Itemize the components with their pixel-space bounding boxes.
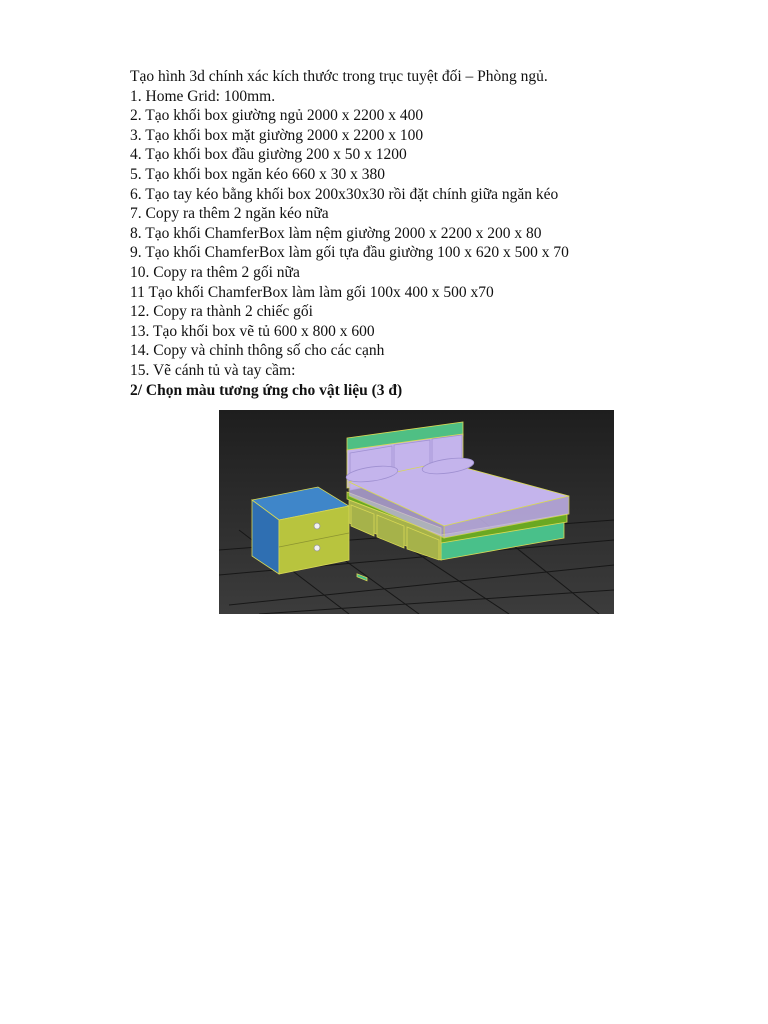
step-3: 3. Tạo khối box mặt giường 2000 x 2200 x 100 xyxy=(130,126,424,144)
step-8: 8. Tạo khối ChamferBox làm nệm giường 2000 x 2200 x 200 x 80 xyxy=(130,224,542,242)
step-7: 7. Copy ra thêm 2 ngăn kéo nữa xyxy=(130,205,329,223)
step-11: 11 Tạo khối ChamferBox làm làm gối 100x 400 x 500 x70 xyxy=(130,283,494,301)
step-1: 1. Home Grid: 100mm. xyxy=(130,87,276,105)
cabinet-handle-top xyxy=(314,523,320,529)
step-14: 14. Copy và chỉnh thông số cho các cạnh xyxy=(130,342,385,360)
bedroom-3d-render xyxy=(219,410,614,614)
step-12: 12. Copy ra thành 2 chiếc gối xyxy=(130,303,313,321)
step-6: 6. Tạo tay kéo bằng khối box 200x30x30 rồi đặt chính giữa ngăn kéo xyxy=(130,185,559,203)
document-title: Tạo hình 3d chính xác kích thước trong trục tuyệt đối – Phòng ngủ. xyxy=(130,68,548,85)
step-10: 10. Copy ra thêm 2 gối nữa xyxy=(130,263,300,281)
step-5: 5. Tạo khối box ngăn kéo 660 x 30 x 380 xyxy=(130,165,386,183)
step-4: 4. Tạo khối box đầu giường 200 x 50 x 1200 xyxy=(130,146,407,164)
step-2: 2. Tạo khối box giường ngủ 2000 x 2200 x 400 xyxy=(130,107,424,125)
cabinet-handle-bottom xyxy=(314,545,320,551)
step-9: 9. Tạo khối ChamferBox làm gối tựa đầu giường 100 x 620 x 500 x 70 xyxy=(130,244,569,262)
section-heading: 2/ Chọn màu tương ứng cho vật liệu (3 đ) xyxy=(130,381,403,399)
step-13: 13. Tạo khối box vẽ tủ 600 x 800 x 600 xyxy=(130,322,375,340)
document-body xyxy=(130,67,690,400)
step-15: 15. Vẽ cánh tủ và tay cầm: xyxy=(130,361,296,379)
